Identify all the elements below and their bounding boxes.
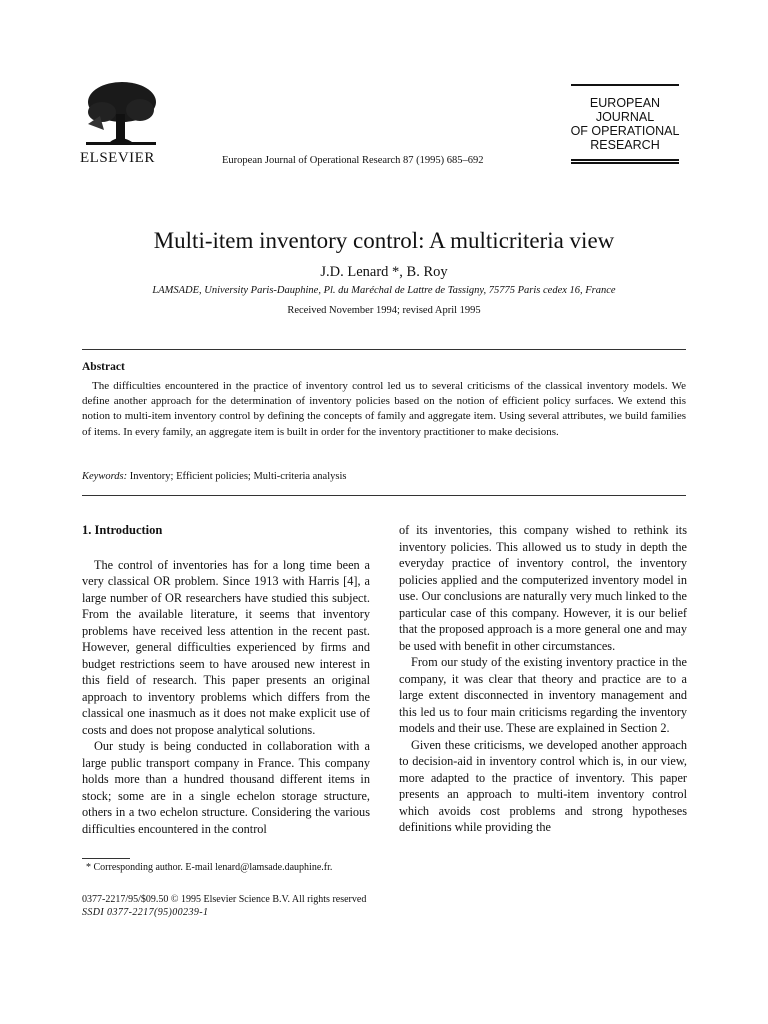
journal-citation: European Journal of Operational Research 87 (1995) 685–692 — [222, 155, 484, 166]
abstract-heading: Abstract — [82, 361, 125, 373]
copyright-line: 0377-2217/95/$09.50 © 1995 Elsevier Science B.V. All rights reserved — [82, 894, 367, 905]
article-title: Multi-item inventory control: A multicriteria view — [153, 228, 615, 253]
abstract-text: The difficulties encountered in the practice of inventory control led us to several criticisms of the classical inventory models. We define another approach for the determination of inventory policies based on the notion of efficient policy surfaces. We extend this notion to multi-item inventory control by defining the concepts of family and aggregate item. Using several attributes, we build families of items. In every family, an aggregate item is built in order for the inventory practitioner to make decisions. — [82, 380, 686, 438]
ssdi-line: SSDI 0377-2217(95)00239-1 — [82, 907, 209, 918]
elsevier-tree-logo — [80, 78, 160, 150]
received-dates: Received November 1994; revised April 1995 — [287, 305, 481, 316]
author-affiliation: LAMSADE, University Paris-Dauphine, Pl. du Maréchal de Lattre de Tassigny, 75775 Paris cedex 16, France — [152, 285, 616, 296]
abstract-body — [82, 379, 686, 440]
paragraph: Our study is being conducted in collaboration with a large public transport company in France. This company holds more than a hundred thousand different items in stock; some are in a single echelon storage structure, others in a two echelon structure. Considering the various difficulties encountered in the control — [82, 739, 370, 836]
divider-bottom — [82, 495, 686, 496]
left-column — [82, 522, 370, 837]
keywords-label: Keywords: — [82, 471, 128, 482]
paragraph: of its inventories, this company wished to rethink its inventory policies. This allowed us to study in depth the everyday practice of inventory control, the inventory policies applied and the computerized inventory model in use. Our conclusions are naturally very much linked to the particular case of this company. However, it is our belief that the proposed approach is a more general one and may be used with benefit in other circumstances. — [399, 523, 687, 653]
article-authors: J.D. Lenard *, B. Roy — [320, 264, 448, 280]
paragraph: The control of inventories has for a long time been a very classical OR problem. Since 1913 with Harris [4], a large number of OR researchers have studied this subject. From the available literature, it seems that inventory problems have received less attention in the recent past. However, general difficulties experienced by firms and budget restrictions seem to have aroused new interest in this field of research. This paper presents an original approach to inventory problems which differs from the classical one inasmuch as it does not make explicit use of costs and does not propose analytical solutions. — [82, 557, 370, 737]
footnote: * Corresponding author. E-mail lenard@lamsade.dauphine.fr. — [86, 862, 333, 873]
publisher-name: ELSEVIER — [80, 150, 155, 166]
divider-top — [82, 349, 686, 350]
paragraph: Given these criticisms, we developed another approach to decision-aid in inventory control which is, in our view, more adapted to the practice of inventory. This paper presents an approach to multi-item inventory control which avoids cost problems and strong hypotheses definitions while providing the — [399, 737, 687, 834]
journal-masthead — [565, 84, 685, 164]
paragraph: From our study of the existing inventory practice in the company, it was clear that theory and practice are to a large extent disconnected in inventory management and this led us to four main criticisms regarding the inventory models and their use. These are explained in Section 2. — [399, 655, 687, 735]
right-column — [399, 522, 687, 836]
keywords-line — [82, 471, 346, 482]
journal-title: EUROPEAN JOURNAL OF OPERATIONAL RESEARCH — [570, 96, 680, 152]
section-heading: 1. Introduction — [82, 523, 163, 537]
footnote-rule — [82, 858, 130, 859]
keywords-text: Inventory; Efficient policies; Multi-criteria analysis — [129, 471, 347, 482]
